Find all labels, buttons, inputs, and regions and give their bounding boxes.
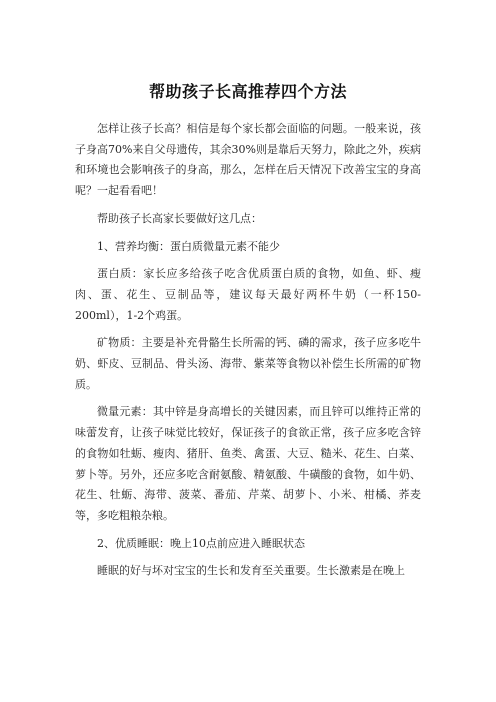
heading-sleep: 2、优质睡眠：晚上10点前应进入睡眠状态	[97, 536, 305, 550]
document-title: 帮助孩子长高推荐四个方法	[148, 82, 347, 101]
paragraph-trace-elements: 微量元素：其中锌是身高增长的关键因素，而且锌可以维持正常的味蕾发育，让孩子味觉比较好，保证孩子的食欲正常，孩子应多吃含锌的食物如牡蛎、瘦肉、猪肝、鱼类、禽蛋、大豆、糙米、花生、白菜、萝卜等。另外，还应多吃含耐氨酸、精氨酸、牛磺酸的食物，如牛奶、花生、牡蛎、海带、菠菜、番茄、芹菜、胡萝卜、小米、柑橘、荞麦等，多吃粗粮杂粮。	[75, 405, 421, 522]
document-body	[75, 119, 421, 582]
paragraph-sleep: 睡眠的好与坏对宝宝的生长和发育至关重要。生长激素是在晚上	[97, 564, 405, 578]
paragraph-protein: 蛋白质：家长应多给孩子吃含优质蛋白质的食物，如鱼、虾、瘦肉、蛋、花生、豆制品等，建议每天最好两杯牛奶（一杯150-200ml），1-2个鸡蛋。	[75, 267, 421, 322]
paragraph-intro: 怎样让孩子长高？相信是每个家长都会面临的问题。一般来说，孩子身高70%来自父母遗传，其余30%则是靠后天努力，除此之外，疾病和环境也会影响孩子的身高，那么，怎样在后天情况下改善宝宝的身高呢？一起看看吧！	[75, 122, 421, 198]
paragraph-minerals: 矿物质：主要是补充骨骼生长所需的钙、磷的需求，孩子应多吃牛奶、虾皮、豆制品、骨头汤、海带、紫菜等食物以补偿生长所需的矿物质。	[75, 336, 421, 391]
heading-nutrition: 1、营养均衡：蛋白质微量元素不能少	[97, 239, 280, 253]
paragraph-lead: 帮助孩子长高家长要做好这几点：	[97, 211, 262, 225]
